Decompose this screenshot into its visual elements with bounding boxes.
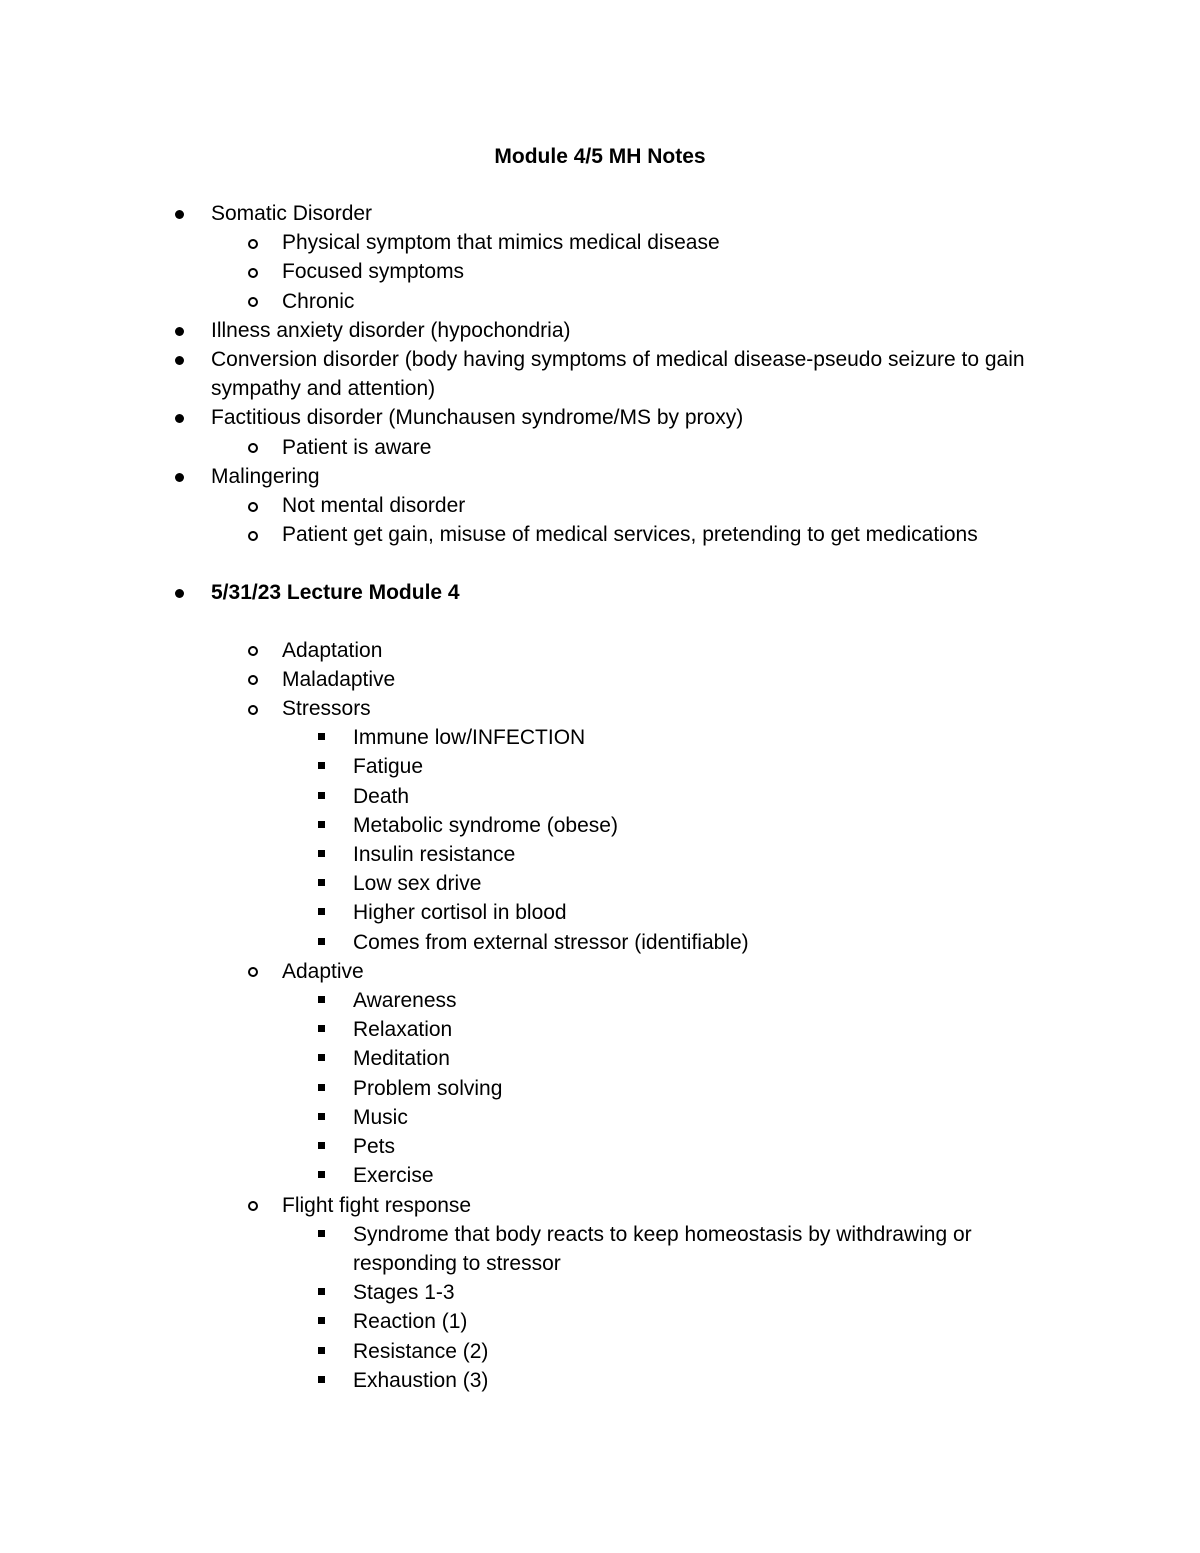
sub-bullet-text: Chronic [282, 289, 355, 313]
bullet-conversion-disorder [0, 345, 1071, 403]
sub-bullet [0, 491, 1072, 520]
sub-sub-bullet [0, 928, 1013, 957]
sub-bullet-text: Maladaptive [282, 667, 396, 691]
sub-sub-bullet-text: Music [353, 1105, 408, 1129]
bullet-square-icon [318, 821, 325, 828]
bullet-square-icon [318, 1230, 325, 1237]
bullet-text: Malingering [211, 464, 320, 488]
sub-sub-bullet-text: Relaxation [353, 1018, 453, 1042]
bullet-malingering [0, 462, 1071, 491]
lecture-heading-text: 5/31/23 Lecture Module 4 [211, 580, 460, 604]
bullet-square-icon [318, 1171, 325, 1178]
sub-sub-bullet-text: Fatigue [353, 755, 424, 779]
sub-bullet-text: Stressors [282, 697, 371, 721]
bullet-square-icon [318, 792, 325, 799]
bullet-square-icon [318, 1113, 325, 1120]
bullet-circle-icon [248, 967, 258, 977]
sub-bullet-text: Patient get gain, misuse of medical services, pretending to get medications [282, 523, 978, 547]
sub-sub-bullet [0, 1074, 1013, 1103]
bullet-square-icon [318, 1025, 325, 1032]
sub-sub-bullet [0, 1278, 1013, 1307]
sub-sub-bullet [0, 898, 1013, 927]
sub-sub-bullet-text: Metabolic syndrome (obese) [353, 813, 618, 837]
bullet-text: Conversion disorder (body having symptoms of medical disease-pseudo seizure to gain sympathy and attention) [211, 348, 1025, 401]
sub-bullet-adaptive [0, 957, 1072, 986]
bullet-square-icon [318, 1142, 325, 1149]
spacer [0, 607, 1200, 636]
sub-bullet-text: Adaptive [282, 959, 364, 983]
bullet-square-icon [318, 938, 325, 945]
bullet-circle-icon [248, 531, 258, 541]
sub-sub-bullet-text: Exhaustion (3) [353, 1368, 489, 1392]
bullet-lecture-heading [0, 578, 1071, 607]
sub-bullet-flight-fight [0, 1191, 1072, 1220]
sub-sub-bullet [0, 1337, 1013, 1366]
sub-sub-bullet [0, 1132, 1013, 1161]
sub-bullet-text: Not mental disorder [282, 494, 466, 518]
sub-sub-bullet [0, 1044, 1013, 1073]
bullet-factitious-disorder [0, 403, 1071, 432]
sub-sub-bullet-text: Meditation [353, 1047, 450, 1071]
bullet-circle-icon [248, 502, 258, 512]
sub-bullet [0, 520, 1072, 549]
bullet-illness-anxiety [0, 316, 1071, 345]
bullet-square-icon [318, 879, 325, 886]
bullet-square-icon [318, 1317, 325, 1324]
sub-sub-bullet-text: Comes from external stressor (identifiable) [353, 930, 749, 954]
sub-sub-bullet-text: Awareness [353, 989, 457, 1013]
bullet-square-icon [318, 1347, 325, 1354]
bullet-square-icon [318, 850, 325, 857]
bullet-circle-icon [248, 297, 258, 307]
bullet-disc-icon [175, 414, 184, 423]
bullet-disc-icon [175, 210, 184, 219]
bullet-text: Factitious disorder (Munchausen syndrome/MS by proxy) [211, 406, 744, 430]
bullet-square-icon [318, 733, 325, 740]
bullet-square-icon [318, 1376, 325, 1383]
bullet-disc-icon [175, 327, 184, 336]
sub-bullet [0, 433, 1072, 462]
bullet-square-icon [318, 1054, 325, 1061]
sub-bullet-adaptation [0, 636, 1072, 665]
sub-bullet-text: Patient is aware [282, 435, 432, 459]
sub-bullet-text: Physical symptom that mimics medical disease [282, 231, 720, 255]
sub-sub-bullet [0, 986, 1013, 1015]
document-title: Module 4/5 MH Notes [494, 145, 706, 168]
sub-bullet-text: Flight fight response [282, 1193, 472, 1217]
sub-sub-bullet [0, 869, 1013, 898]
sub-sub-bullet [0, 1366, 1013, 1395]
sub-sub-bullet-text: Reaction (1) [353, 1310, 468, 1334]
sub-bullet [0, 257, 1072, 286]
sub-sub-bullet [0, 723, 1013, 752]
sub-bullet-text: Adaptation [282, 638, 383, 662]
sub-sub-bullet [0, 782, 1013, 811]
sub-bullet [0, 228, 1072, 257]
bullet-circle-icon [248, 239, 258, 249]
sub-sub-bullet-text: Death [353, 784, 410, 808]
sub-sub-bullet [0, 1015, 1013, 1044]
bullet-text: Somatic Disorder [211, 202, 373, 225]
bullet-disc-icon [175, 589, 184, 598]
sub-sub-bullet-text: Pets [353, 1135, 396, 1159]
sub-sub-bullet-text: Higher cortisol in blood [353, 901, 567, 925]
sub-sub-bullet [0, 840, 1013, 869]
sub-sub-bullet [0, 1103, 1013, 1132]
sub-sub-bullet-text: Resistance (2) [353, 1339, 489, 1363]
spacer [0, 549, 1200, 578]
sub-sub-bullet-text: Immune low/INFECTION [353, 726, 586, 750]
sub-bullet-stressors [0, 694, 1072, 723]
bullet-circle-icon [248, 1201, 258, 1211]
bullet-circle-icon [248, 675, 258, 685]
bullet-circle-icon [248, 268, 258, 278]
bullet-circle-icon [248, 443, 258, 453]
bullet-text: Illness anxiety disorder (hypochondria) [211, 318, 571, 342]
bullet-square-icon [318, 1084, 325, 1091]
bullet-circle-icon [248, 705, 258, 715]
bullet-square-icon [318, 762, 325, 769]
sub-sub-bullet [0, 811, 1013, 840]
sub-sub-bullet-text: Insulin resistance [353, 843, 516, 867]
bullet-disc-icon [175, 473, 184, 482]
sub-sub-bullet-text: Stages 1-3 [353, 1281, 455, 1305]
sub-sub-bullet-text: Low sex drive [353, 872, 482, 896]
bullet-square-icon [318, 996, 325, 1003]
bullet-square-icon [318, 908, 325, 915]
sub-bullet [0, 287, 1072, 316]
sub-sub-bullet [0, 1161, 1013, 1190]
sub-sub-bullet [0, 752, 1013, 781]
bullet-disc-icon [175, 356, 184, 365]
sub-sub-bullet [0, 1220, 1013, 1278]
sub-sub-bullet-text: Problem solving [353, 1076, 503, 1100]
sub-sub-bullet-text: Syndrome that body reacts to keep homeostasis by withdrawing or responding to stressor [353, 1222, 972, 1275]
bullet-square-icon [318, 1288, 325, 1295]
bullet-circle-icon [248, 646, 258, 656]
sub-sub-bullet-text: Exercise [353, 1164, 434, 1188]
sub-sub-bullet [0, 1307, 1013, 1336]
sub-bullet-maladaptive [0, 665, 1072, 694]
bullet-somatic-disorder [0, 199, 1071, 228]
sub-bullet-text: Focused symptoms [282, 260, 465, 284]
